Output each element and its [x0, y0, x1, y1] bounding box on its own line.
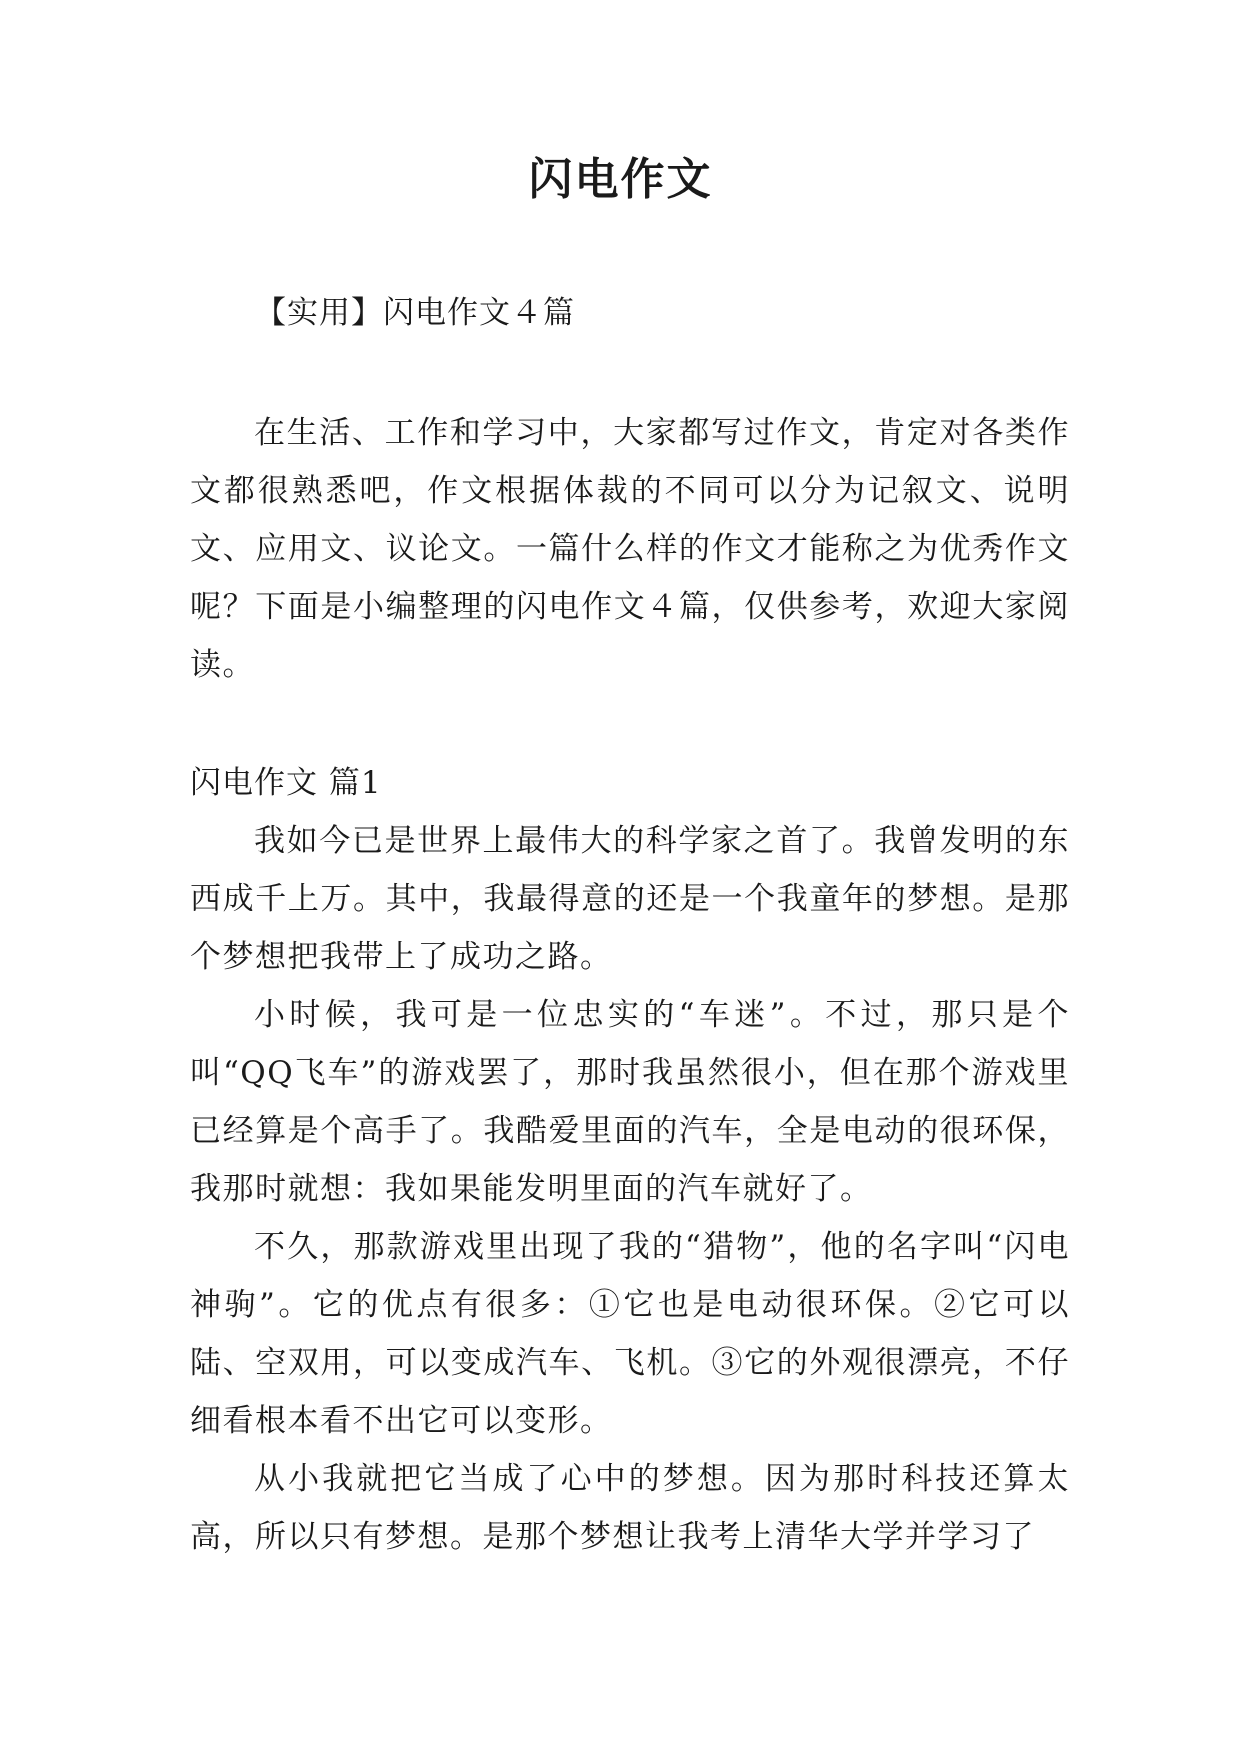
- intro-paragraph: 在生活、工作和学习中，大家都写过作文，肯定对各类作文都很熟悉吧，作文根据体裁的不同可以分为记叙文、说明文、应用文、议论文。一篇什么样的作文才能称之为优秀作文呢？下面是小编整理的闪电作文４篇，仅供参考，欢迎大家阅读。: [190, 415, 1070, 683]
- article-body: [190, 812, 1070, 1566]
- article-paragraph-2: 小时候，我可是一位忠实的“车迷”。不过，那只是个叫“QQ飞车”的游戏罢了，那时我虽然很小，但在那个游戏里已经算是个高手了。我酷爱里面的汽车，全是电动的很环保，我那时就想：我如果能发明里面的汽车就好了。: [190, 997, 1070, 1207]
- article-paragraph-4: 从小我就把它当成了心中的梦想。因为那时科技还算太高，所以只有梦想。是那个梦想让我考上清华大学并学习了: [190, 1461, 1070, 1555]
- article-paragraph-1: 我如今已是世界上最伟大的科学家之首了。我曾发明的东西成千上万。其中，我最得意的还是一个我童年的梦想。是那个梦想把我带上了成功之路。: [190, 823, 1070, 975]
- document-title: 闪电作文: [528, 154, 713, 205]
- document-subtitle: 【实用】闪电作文４篇: [255, 295, 575, 331]
- article-paragraph-3: 不久，那款游戏里出现了我的“猎物”，他的名字叫“闪电神驹”。它的优点有很多：①它也是电动很环保。②它可以陆、空双用，可以变成汽车、飞机。③它的外观很漂亮，不仔细看根本看不出它可以变形。: [190, 1229, 1070, 1439]
- section-heading: 闪电作文 篇1: [190, 765, 382, 801]
